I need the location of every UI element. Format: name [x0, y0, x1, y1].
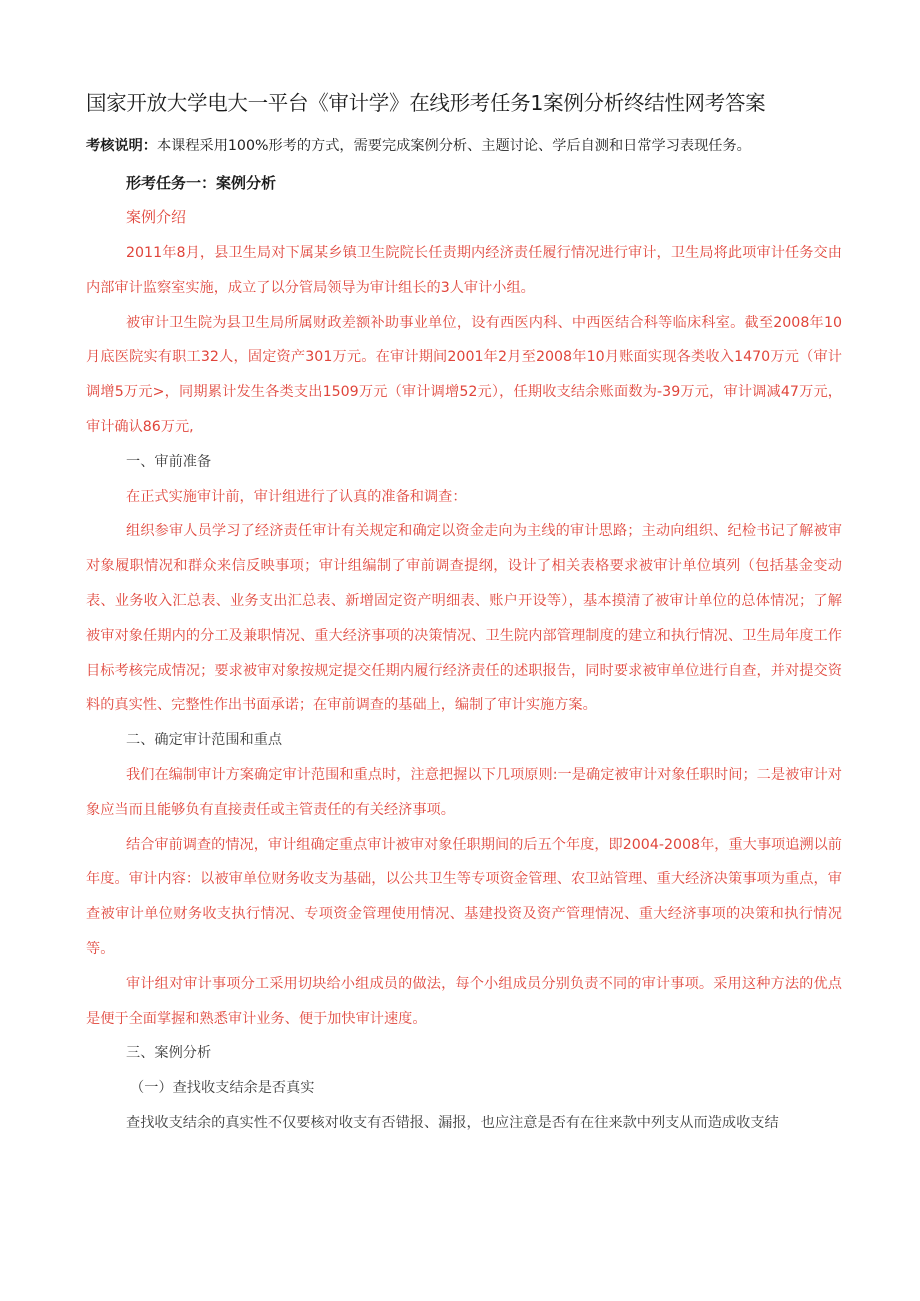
- case-paragraph-2: 被审计卫生院为县卫生局所属财政差额补助事业单位，设有西医内科、中西医结合科等临床科室。截至2008年10月底医院实有职工32人，固定资产301万元。在审计期间2001年2月至2008年10月账面实现各类收入1470万元（审计调增5万元>，同期累计发生各类支出1509万元（审计调增52元），任期收支结余账面数为-39万元，审计调减47万元，审计确认86万元,: [86, 314, 842, 435]
- preparation-paragraph-2: 组织参审人员学习了经济责任审计有关规定和确定以资金走向为主线的审计思路；主动向组织、纪检书记了解被审对象履职情况和群众来信反映事项；审计组编制了审前调查提纲，设计了相关表格要求被审计单位填列（包括基金变动表、业务收入汇总表、业务支出汇总表、新增固定资产明细表、账户开设等），基本摸清了被审计单位的总体情况；了解被审对象任期内的分工及兼职情况、重大经济事项的决策情况、卫生院内部管理制度的建立和执行情况、卫生局年度工作目标考核完成情况；要求被审对象按规定提交任期内履行经济责任的述职报告，同时要求被审单位进行自查，并对提交资料的真实性、完整性作出书面承诺；在审前调查的基础上，编制了审计实施方案。: [86, 523, 842, 714]
- case-heading: 案例介绍: [126, 208, 187, 226]
- scope-paragraph-2: 结合审前调查的情况，审计组确定重点审计被审对象任职期间的后五个年度，即2004-2008年，重大事项追溯以前年度。审计内容：以被审单位财务收支为基础，以公共卫生等专项资金管理、农卫站管理、重大经济决策事项为重点，审查被审计单位财务收支执行情况、专项资金管理使用情况、基建投资及资产管理情况、重大经济事项的决策和执行情况等。: [86, 836, 842, 957]
- subsection-heading-balance: （一）查找收支结余是否真实: [130, 1080, 315, 1097]
- case-paragraph-1: 2011年8月，县卫生局对下属某乡镇卫生院院长任责期内经济责任履行情况进行审计，卫生局将此项审计任务交由内部审计监察室实施，成立了以分管局领导为审计组长的3人审计小组。: [86, 245, 842, 296]
- task-heading: 形考任务一：案例分析: [126, 174, 277, 192]
- analysis-paragraph-1: 查找收支结余的真实性不仅要核对收支有否错报、漏报，也应注意是否有在往来款中列支从而造成收支结: [126, 1114, 779, 1131]
- scope-paragraph-3: 审计组对审计事项分工采用切块给小组成员的做法，每个小组成员分别负责不同的审计事项。采用这种方法的优点是便于全面掌握和熟悉审计业务、便于加快审计速度。: [86, 975, 842, 1027]
- section-heading-analysis: 三、案例分析: [126, 1045, 212, 1062]
- scope-paragraph-1: 我们在编制审计方案确定审计范围和重点时，注意把握以下几项原则:一是确定被审计对象任职时间；二是被审计对象应当而且能够负有直接责任或主管责任的有关经济事项。: [86, 766, 842, 818]
- assessment-note-label: 考核说明：: [86, 138, 157, 154]
- document-title: 国家开放大学电大一平台《审计学》在线形考任务1案例分析终结性网考答案: [86, 91, 766, 115]
- section-heading-scope: 二、确定审计范围和重点: [126, 732, 283, 749]
- section-heading-preparation: 一、审前准备: [126, 453, 212, 470]
- preparation-paragraph-1: 在正式实施审计前，审计组进行了认真的准备和调查：: [126, 488, 467, 505]
- assessment-note-text: 本课程采用100%形考的方式，需要完成案例分析、主题讨论、学后自测和日常学习表现任务。: [156, 138, 751, 154]
- assessment-note: [86, 134, 842, 158]
